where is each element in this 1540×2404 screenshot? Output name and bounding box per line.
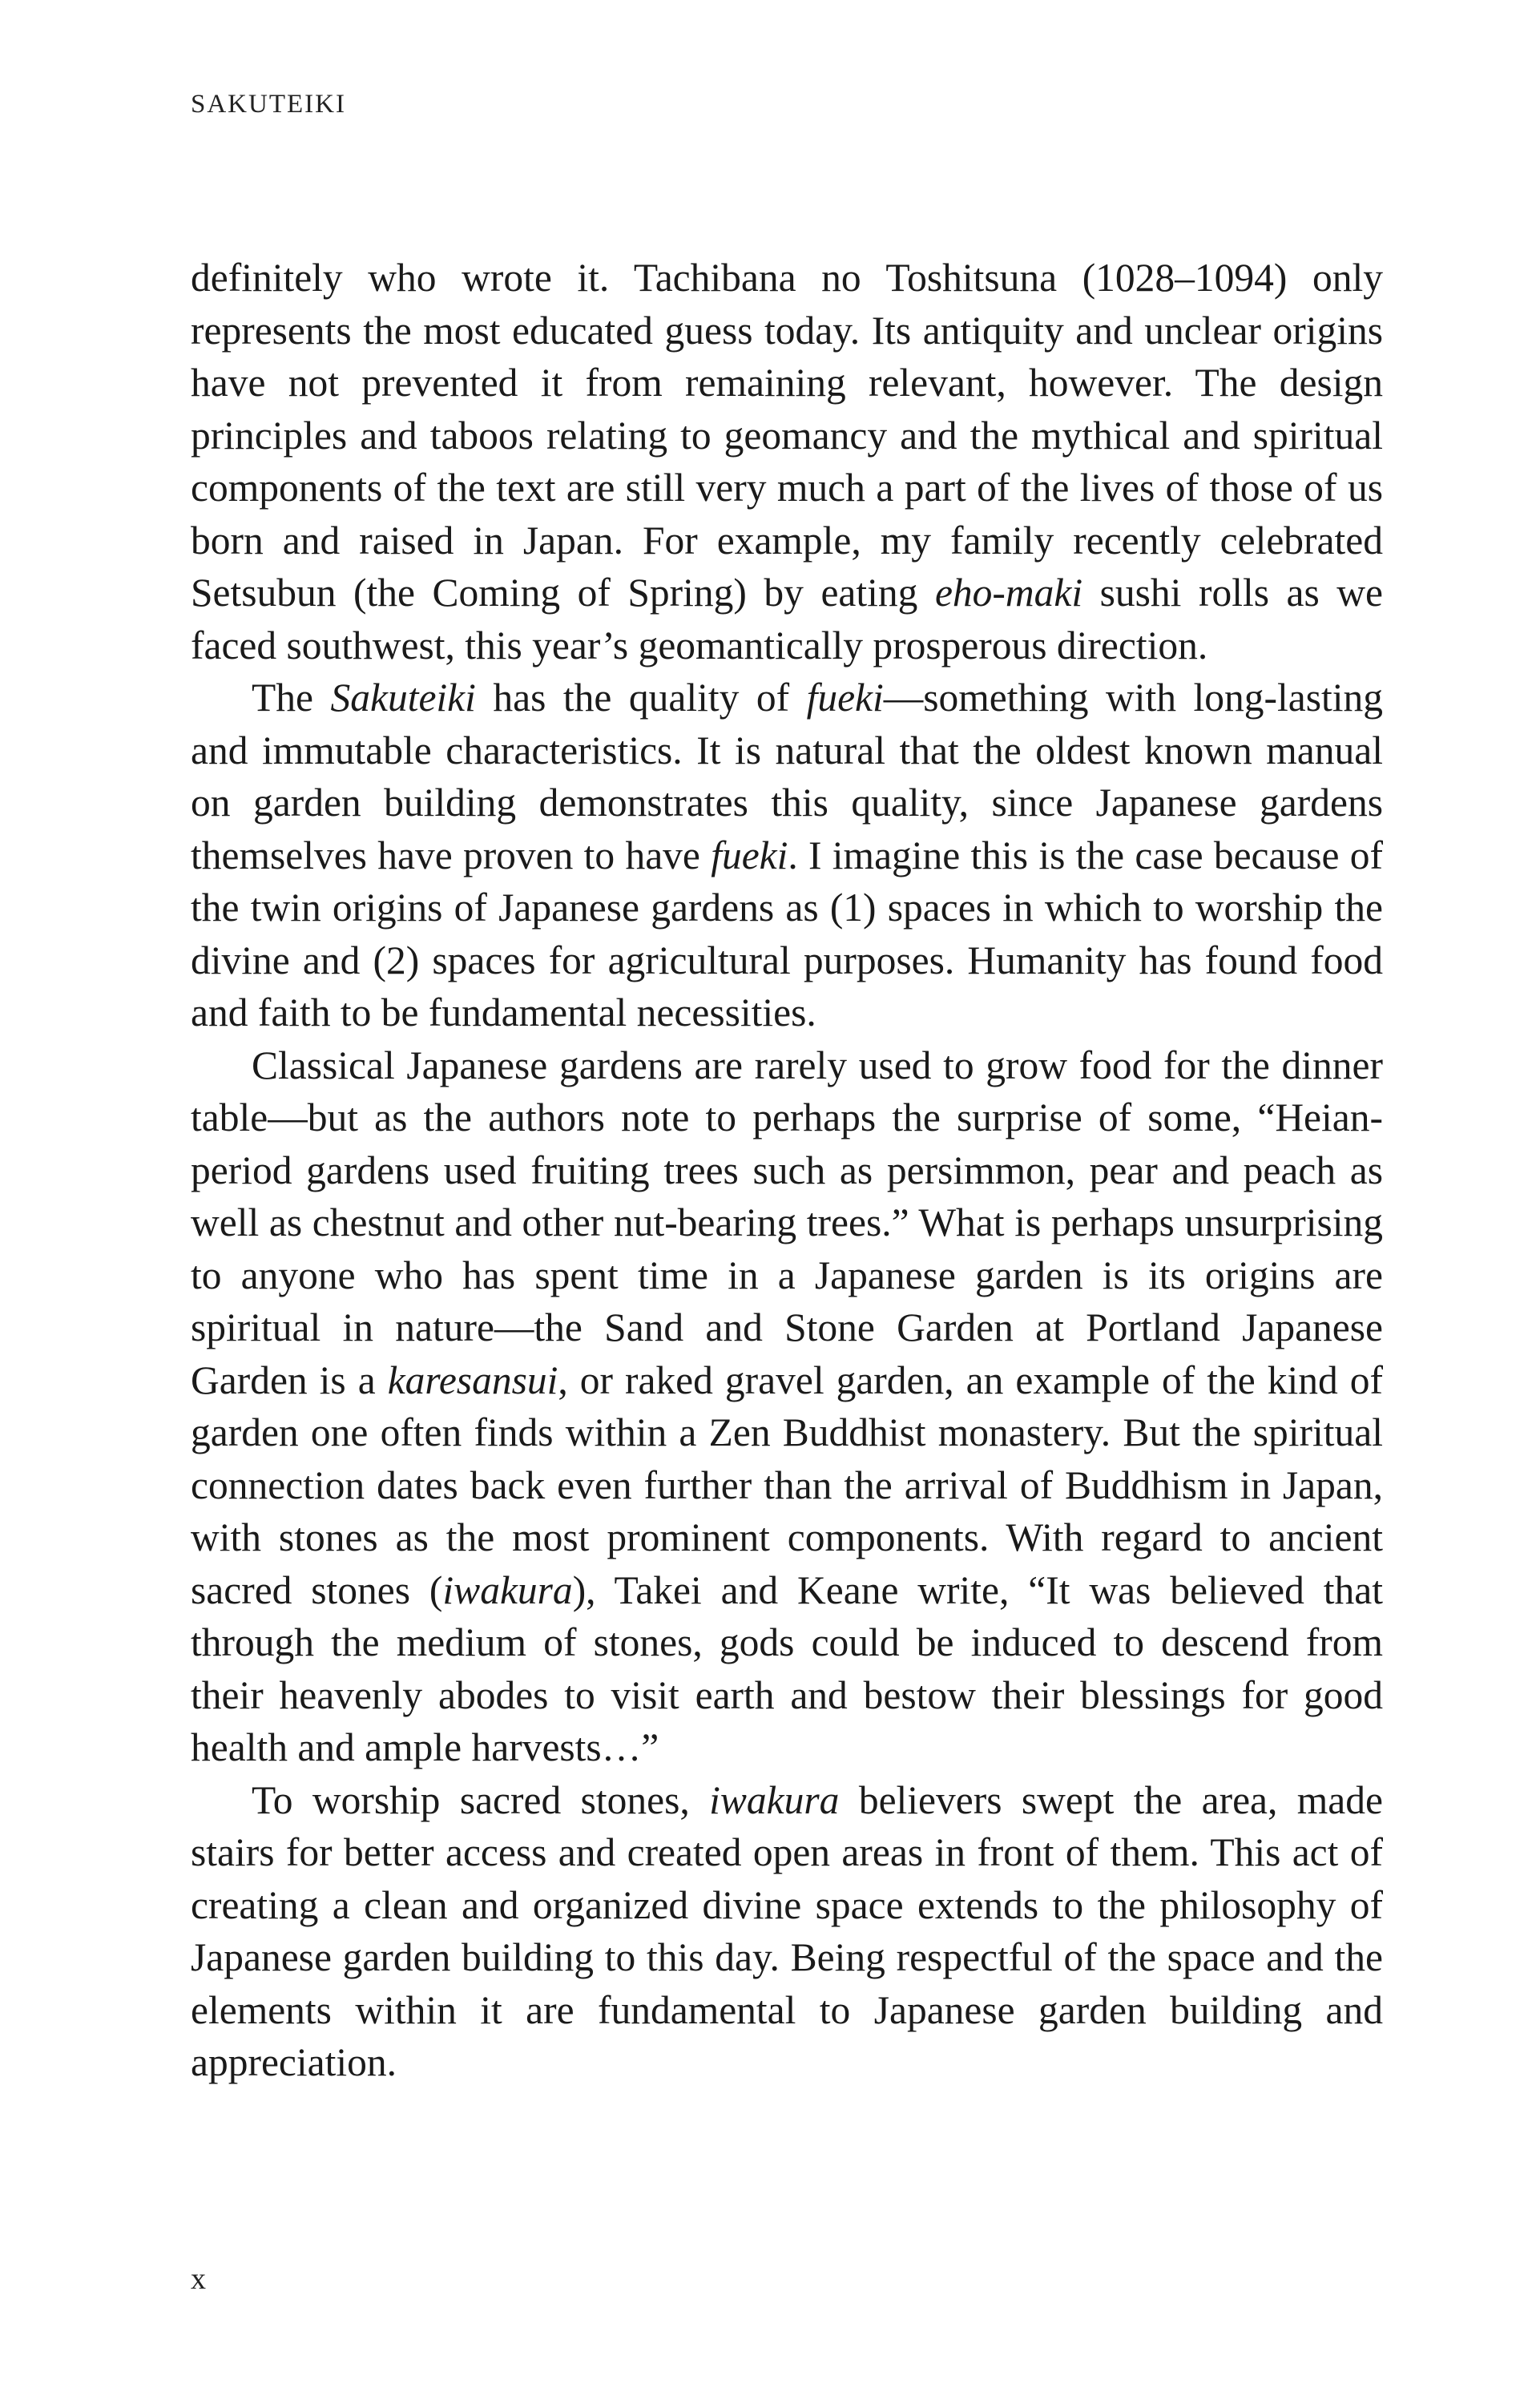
italic-term: iwakura	[442, 1567, 573, 1612]
text-run: definitely who wrote it. Tachibana no Toshitsuna (1028–1094) only represents the most educated guess today. Its antiquity and unclear origins have not prevented it from remaining relevant, however. The design principles and taboos relating to geomancy and the mythical and spiritual components of the text are still very much a part of the lives of those of us born and raised in Japan. For example, my family recently celebrated Setsubun (the Coming of Spring) by eating	[191, 256, 1383, 615]
italic-term: fueki	[806, 676, 884, 720]
text-run: . I imagine this is the case because of the twin origins of Japanese gardens as (1) spaces in which to worship the divine and (2) spaces for agricultural purposes. Humanity has found food and faith to be fundamental necessities.	[191, 833, 1383, 1035]
text-run: , or raked gravel garden, an example of the kind of garden one often finds within a Zen Buddhist monastery. But the spiritual connection dates back even further than the arrival of Buddhism in Japan, with stones as the most prominent components. With regard to ancient sacred stones (	[191, 1357, 1383, 1612]
text-run: Classical Japanese gardens are rarely used to grow food for the dinner table—but as the authors note to perhaps the surprise of some, “Heian-period gardens used fruiting trees such as persimmon, pear and peach as well as chestnut and other nut-bearing trees.” What is perhaps unsurprising to anyone who has spent time in a Japanese garden is its origins are spiritual in nature—the Sand and Stone Garden at Portland Japanese Garden is a	[191, 1043, 1383, 1402]
paragraph	[191, 252, 1383, 672]
text-run: The	[252, 676, 331, 720]
body-text	[191, 252, 1383, 2089]
italic-term: karesansui	[387, 1357, 558, 1402]
text-run: has the quality of	[475, 676, 807, 720]
italic-term: eho-maki	[934, 571, 1083, 615]
text-run: —something with long-lasting and immutable characteristics. It is natural that the oldest known manual on garden building demonstrates this quality, since Japanese gardens themselves have proven to have	[191, 676, 1383, 877]
paragraph	[191, 1039, 1383, 1774]
text-run: believers swept the area, made stairs for better access and created open areas in front of them. This act of creating a clean and organized divine space extends to the philosophy of Japanese garden building to this day. Being respectful of the space and the elements within it are fundamental to Japanese garden building and appreciation.	[191, 1777, 1383, 2084]
text-run: sushi rolls as we faced southwest, this year’s geomantically prosperous direction.	[191, 571, 1384, 668]
paragraph	[191, 1774, 1383, 2089]
page-number: x	[191, 2262, 206, 2296]
italic-term: fueki	[711, 833, 788, 877]
italic-term: iwakura	[709, 1777, 840, 1822]
italic-term: Sakuteiki	[330, 676, 476, 720]
text-run: ), Takei and Keane write, “It was believed that through the medium of stones, gods could be induced to descend from their heavenly abodes to visit earth and bestow their blessings for good health and ample harvests…”	[191, 1567, 1383, 1769]
paragraph	[191, 672, 1383, 1039]
text-run: To worship sacred stones,	[252, 1777, 710, 1822]
running-head: SAKUTEIKI	[191, 90, 346, 119]
